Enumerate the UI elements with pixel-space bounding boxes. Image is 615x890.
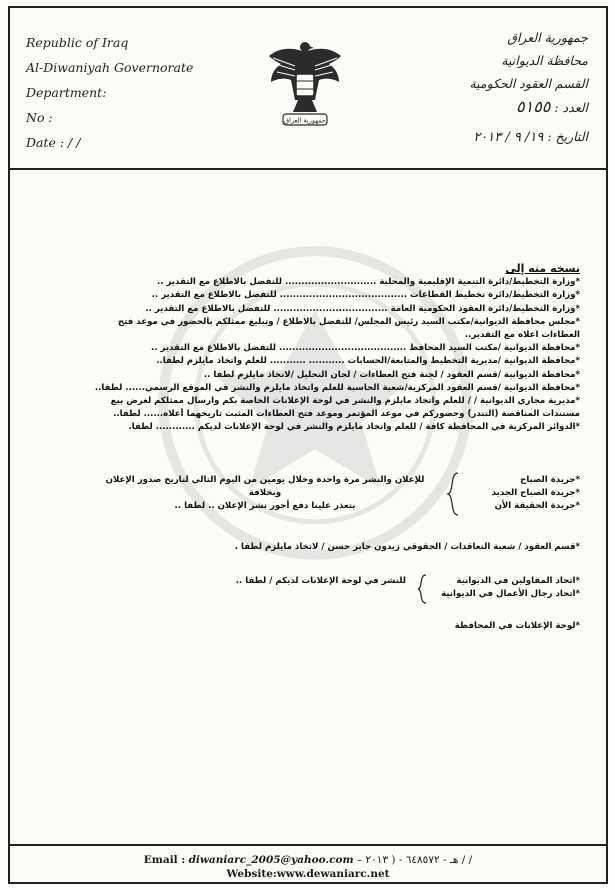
date-en: Date : / / (26, 135, 81, 150)
unions-note: للنشر في لوحة الإعلانات لديكم / لطفا .. (235, 576, 406, 586)
date-value: ١٩/ ٩ / ٢٠١٣ (473, 130, 544, 145)
list-line: *محافظة الديوانية /قسم العقود المركزية/شعبة الحاسبة للعلم واتخاذ مايلزم والنشر في الموقع الرسمي...... لطفا.. (94, 382, 580, 393)
list-line: *محافظة الديوانية /قسم العقود / لجنة فتح العطاءات / لجان التحليل /لاتخاذ مايلزم لطفا .. (203, 369, 580, 380)
list-line: *مجلس محافظة الديوانية/مكتب السيد رئيس المجلس/ للتفضل بالاطلاع / وتبليغ ممثلكم بالحضور في موعد فتح (117, 316, 580, 327)
footer-divider (10, 844, 606, 846)
list-line: *وزارة التخطيط/دائرة العقود الحكومية العامة ................................... للتفضل بالاطلاع مع التقدير .. (145, 303, 580, 314)
brace-icon (416, 574, 428, 604)
newspaper-item: *جريدة الحقيقة الأن (494, 501, 580, 511)
governorate-en: Al-Diwaniyah Governorate (26, 60, 194, 75)
date-label: التاريخ : (547, 129, 588, 144)
unions-list (430, 575, 580, 601)
footer-separator: – (356, 854, 366, 866)
department-ar: القسم العقود الحكومية (469, 76, 588, 91)
header-arabic (413, 26, 588, 149)
number-en: No : (26, 110, 53, 125)
newspaper-item: *جريدة الصباح (520, 475, 580, 485)
reference-number (413, 95, 588, 119)
copy-heading: نسخه منه إلى (505, 262, 580, 275)
header-divider (10, 168, 606, 170)
list-line: *محافظة الديوانية /مكتب السيد المحافظ ....................................... للتفضل بالاطلاع مع التقدير .. (151, 343, 580, 354)
list-line: *محافظة الديوانية /مديرية التخطيط والمتابعة/الحسابات ........... ........... للعلم واتخاذ مايلزم لطفا.. (156, 356, 580, 367)
department-en: Department: (26, 85, 107, 100)
list-line: *وزارة التخطيط/دائرة التنمية الإقليمية والمحلية ............................ للتفضل بالاطلاع مع التقدير .. (156, 277, 580, 288)
country-ar: جمهورية العراق (507, 30, 588, 45)
newspaper-item: *جريدة الصباح الجديد (491, 488, 580, 498)
header-english (26, 30, 236, 155)
footer-contact (10, 853, 606, 867)
notice-board-line: *لوحة الإعلانات في المحافظة (454, 621, 580, 631)
contracts-line: *قسم العقود / شعبة التعاقدات / الحقوقي زيدون جابر حسن / لاتخاذ مايلزم لطفا . (234, 542, 580, 552)
reference-date (413, 125, 588, 149)
number-value: ٥١٥٥ (516, 97, 551, 116)
list-line: العطاءات اعلاه مع التقدير.. (464, 330, 580, 341)
email-address (189, 854, 354, 866)
newspapers-list (460, 474, 580, 513)
union-item: *اتحاد رجال الأعمال في الديوانية (441, 589, 580, 599)
newspapers-note-line: يتعذر علينا دفع أجور نشر الإعلان .. لطفا .. (174, 501, 356, 511)
country-en: Republic of Iraq (26, 35, 129, 50)
phone-number: هـ - ٦٤٨٥٧٢ - ( ٢٠١٣ / / (365, 854, 473, 866)
number-label: العدد : (554, 100, 588, 115)
distribution-list (32, 262, 580, 435)
email-label: Email : (143, 854, 186, 866)
footer (10, 853, 606, 881)
email-value: diwaniarc_2005@yahoo.com (188, 854, 354, 866)
list-line: *مديرية مجاري الديوانية / / للعلم واتخاذ مايلزم والنشر في لوحة الإعلانات الخاصة بكم وارسال ممثلكم لغرض بيع (110, 396, 580, 407)
newspapers-note (100, 474, 430, 513)
document-page (8, 6, 608, 884)
union-item: *اتحاد المقاولين في الديوانية (456, 576, 580, 586)
emblem-scroll-text: جمهورية العراق (284, 116, 326, 125)
eagle-emblem-icon (265, 38, 345, 130)
website: Website:www.dewaniarc.net (226, 868, 390, 880)
list-line: *وزارة التخطيط/دائرة تخطيط القطاعات ....................................... للتفضل بالاطلاع مع التقدير .. (151, 290, 580, 301)
newspapers-note-line: للإعلان والنشر مرة واحدة وخلال يومين من اليوم التالي لتاريخ صدور الإعلان وبخلافة (105, 475, 425, 498)
governorate-ar: محافظة الديوانية (501, 53, 588, 68)
brace-icon (446, 472, 460, 516)
list-line: مستندات المناقصة (التندر) وحضوركم في موعد المؤتمر وموعد فتح العطاءات المثبت تاريخهما أعلاه...... لطفا.. (113, 409, 580, 420)
list-line: *الدوائر المركزية في المحافظة كافة / للعلم واتخاذ مايلزم والنشر في لوحة الإعلانات لديكم ............ لطفا. (128, 422, 580, 433)
